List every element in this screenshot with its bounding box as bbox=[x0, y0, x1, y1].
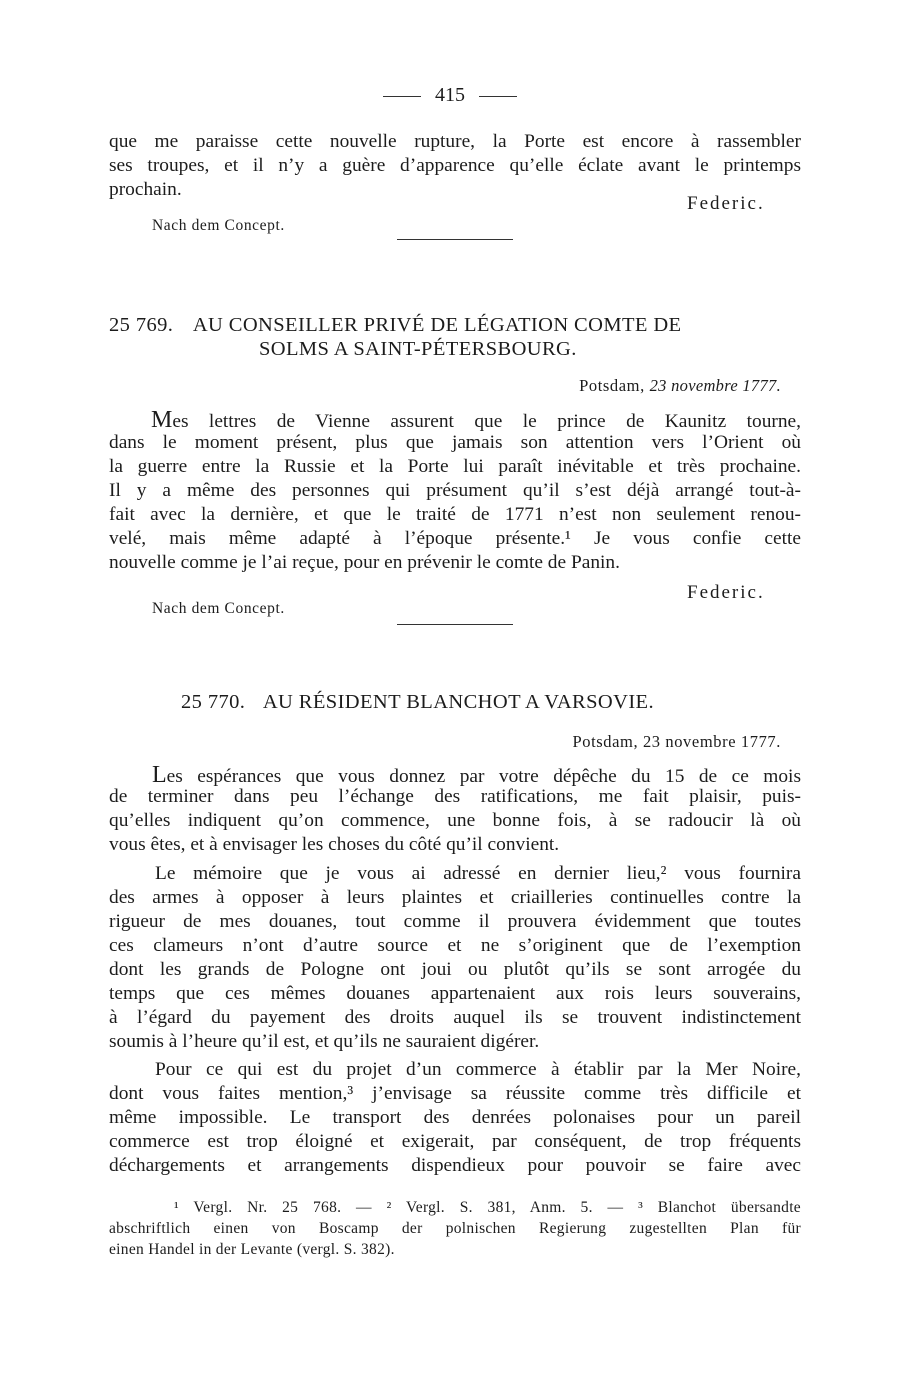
signature: Federic. bbox=[687, 582, 765, 603]
body-line: ses troupes, et il n’y a guère d’apparence qu’elle éclate avant le printemps bbox=[109, 155, 801, 176]
body-line-text: es lettres de Vienne assurent que le prince de Kaunitz tourne, bbox=[172, 411, 801, 432]
body-line: commerce est trop éloigné et exigerait, par conséquent, de trop fréquents bbox=[109, 1131, 801, 1152]
body-line: temps que ces mêmes douanes appartenaient aux rois leurs souverains, bbox=[109, 983, 801, 1004]
body-line: dont vous faites mention,³ j’envisage sa réussite comme très difficile et bbox=[109, 1083, 801, 1104]
dateline-date: 23 novembre 1777. bbox=[642, 732, 781, 751]
drop-cap: L bbox=[152, 762, 167, 788]
dateline-place: Potsdam, bbox=[579, 376, 645, 395]
footnote-line: einen Handel in der Levante (vergl. S. 382). bbox=[109, 1241, 395, 1258]
body-line: qu’elles indiquent qu’on commence, une bonne fois, à se radoucir là où bbox=[109, 810, 801, 831]
body-line: dont les grands de Pologne ont joui ou plutôt qu’ils se sont arrogée du bbox=[109, 959, 801, 980]
letter-number: 25 770. bbox=[181, 691, 246, 713]
body-line: même impossible. Le transport des denrées polonaises pour un pareil bbox=[109, 1107, 801, 1128]
dateline-date: 23 novembre 1777. bbox=[649, 376, 781, 395]
letter-heading-text: AU RÉSIDENT BLANCHOT A VARSOVIE. bbox=[262, 691, 654, 713]
body-line: ces clameurs n’ont d’autre source et ne s’originent que de l’exemption bbox=[109, 935, 801, 956]
dateline bbox=[579, 376, 781, 396]
body-line: déchargements et arrangements dispendieux pour pouvoir se faire avec bbox=[109, 1155, 801, 1176]
body-line: Pour ce qui est du projet d’un commerce à établir par la Mer Noire, bbox=[155, 1059, 801, 1080]
letter-heading-line2: SOLMS A SAINT-PÉTERSBOURG. bbox=[259, 338, 577, 360]
body-line: fait avec la dernière, et que le traité de 1771 n’est non seulement renou- bbox=[109, 504, 801, 525]
body-line: velé, mais même adapté à l’époque présente.¹ Je vous confie cette bbox=[109, 528, 801, 549]
body-line bbox=[151, 407, 801, 434]
footnote-line: ¹ Vergl. Nr. 25 768. — ² Vergl. S. 381, Anm. 5. — ³ Blanchot übersandte bbox=[174, 1199, 801, 1216]
section-divider bbox=[397, 624, 513, 625]
body-line: soumis à l’heure qu’il est, et qu’ils ne sauraient digérer. bbox=[109, 1031, 540, 1052]
letter-heading-line1: AU CONSEILLER PRIVÉ DE LÉGATION COMTE DE bbox=[192, 314, 682, 336]
letter-number: 25 769. bbox=[109, 314, 174, 336]
page-number-dash-left bbox=[383, 96, 421, 97]
body-line bbox=[152, 762, 801, 789]
body-line: la guerre entre la Russie et la Porte lui paraît inévitable et très prochaine. bbox=[109, 456, 801, 477]
drop-cap: M bbox=[151, 407, 173, 433]
body-line-text: es espérances que vous donnez par votre dépêche du 15 de ce mois bbox=[166, 766, 801, 787]
body-line: prochain. bbox=[109, 179, 182, 200]
source-note: Nach dem Concept. bbox=[152, 600, 285, 617]
page-number-text: 415 bbox=[435, 84, 465, 106]
footnote-line: abschriftlich einen von Boscamp der polnischen Regierung zugestellten Plan für bbox=[109, 1220, 801, 1237]
body-line: dans le moment présent, plus que jamais son attention vers l’Orient où bbox=[109, 432, 801, 453]
dateline bbox=[572, 732, 781, 752]
body-line: que me paraisse cette nouvelle rupture, la Porte est encore à rassembler bbox=[109, 131, 801, 152]
body-line: nouvelle comme je l’ai reçue, pour en prévenir le comte de Panin. bbox=[109, 552, 620, 573]
body-line: des armes à opposer à leurs plaintes et criailleries continuelles contre la bbox=[109, 887, 801, 908]
body-line: vous êtes, et à envisager les choses du côté qu’il convient. bbox=[109, 834, 560, 855]
signature: Federic. bbox=[687, 193, 765, 214]
body-line: Le mémoire que je vous ai adressé en dernier lieu,² vous fournira bbox=[155, 863, 801, 884]
source-note: Nach dem Concept. bbox=[152, 217, 285, 234]
letter-heading bbox=[109, 314, 681, 337]
page-number-dash-right bbox=[479, 96, 517, 97]
body-line: de terminer dans peu l’échange des ratifications, me fait plaisir, puis- bbox=[109, 786, 801, 807]
letter-heading bbox=[181, 691, 654, 714]
page-number bbox=[0, 84, 900, 107]
section-divider bbox=[397, 239, 513, 240]
body-line: à l’égard du payement des droits auquel ils se trouvent indistinctement bbox=[109, 1007, 801, 1028]
dateline-place: Potsdam, bbox=[572, 732, 639, 751]
body-line: rigueur de mes douanes, tout comme il prouvera évidemment que toutes bbox=[109, 911, 801, 932]
body-line: Il y a même des personnes qui présument qu’il s’est déjà arrangé tout-à- bbox=[109, 480, 801, 501]
